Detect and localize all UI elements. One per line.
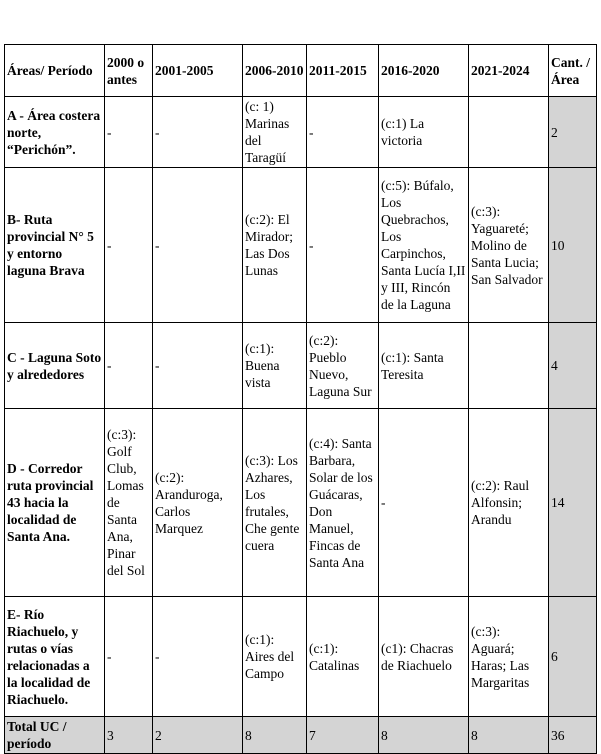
count-cell: 4 <box>549 323 597 409</box>
total-cell: 7 <box>307 717 379 754</box>
table-cell: (c:3): Los Azhares, Los frutales, Che gente cuera <box>243 409 307 597</box>
table-cell: (c:1) La victoria <box>379 97 469 168</box>
table-cell: (c:2): Aranduroga, Carlos Marquez <box>153 409 243 597</box>
table-cell: (c:4): Santa Barbara, Solar de los Guácaras, Don Manuel, Fincas de Santa Ana <box>307 409 379 597</box>
table-cell: - <box>105 597 153 717</box>
table-cell <box>469 97 549 168</box>
table-cell: - <box>379 409 469 597</box>
total-row <box>5 717 597 754</box>
table-cell: - <box>153 168 243 323</box>
header-row <box>5 45 597 97</box>
table-cell: (c:5): Búfalo, Los Quebrachos, Los Carpinchos, Santa Lucía I,II y III, Rincón de la Laguna <box>379 168 469 323</box>
total-cell: 2 <box>153 717 243 754</box>
header-cell: 2006-2010 <box>243 45 307 97</box>
total-cell: 8 <box>379 717 469 754</box>
area-cell: C - Laguna Soto y alrededores <box>5 323 105 409</box>
count-cell: 6 <box>549 597 597 717</box>
table-cell: (c:2): Raul Alfonsin; Arandu <box>469 409 549 597</box>
total-count-cell: 36 <box>549 717 597 754</box>
table-cell: - <box>105 323 153 409</box>
total-cell: 8 <box>243 717 307 754</box>
table-row <box>5 168 597 323</box>
table-row <box>5 97 597 168</box>
header-cell: 2021-2024 <box>469 45 549 97</box>
table-cell: (c1): Chacras de Riachuelo <box>379 597 469 717</box>
table-cell: - <box>105 168 153 323</box>
document-page <box>4 44 596 754</box>
total-cell: 3 <box>105 717 153 754</box>
area-cell: D - Corredor ruta provincial 43 hacia la localidad de Santa Ana. <box>5 409 105 597</box>
table-cell: - <box>307 168 379 323</box>
count-cell: 2 <box>549 97 597 168</box>
table-cell: (c: 1) Marinas del Taragüí <box>243 97 307 168</box>
table-cell: (c:3): Yaguareté; Molino de Santa Lucia; San Salvador <box>469 168 549 323</box>
summary-table <box>4 44 597 754</box>
table-cell: (c:2): El Mirador; Las Dos Lunas <box>243 168 307 323</box>
total-label: Total UC / período <box>5 717 105 754</box>
table-row <box>5 323 597 409</box>
area-cell: B- Ruta provincial N° 5 y entorno laguna Brava <box>5 168 105 323</box>
area-cell: A - Área costera norte, “Perichón”. <box>5 97 105 168</box>
table-cell: - <box>307 97 379 168</box>
total-cell: 8 <box>469 717 549 754</box>
header-cell: 2011-2015 <box>307 45 379 97</box>
count-cell: 14 <box>549 409 597 597</box>
header-cell: Cant. / Área <box>549 45 597 97</box>
table-cell: - <box>153 97 243 168</box>
area-cell: E- Río Riachuelo, y rutas o vías relacionadas a la localidad de Riachuelo. <box>5 597 105 717</box>
table-cell: (c:1): Catalinas <box>307 597 379 717</box>
table-cell: (c:2): Pueblo Nuevo, Laguna Sur <box>307 323 379 409</box>
header-cell: Áreas/ Período <box>5 45 105 97</box>
header-cell: 2000 o antes <box>105 45 153 97</box>
header-cell: 2016-2020 <box>379 45 469 97</box>
table-cell: - <box>153 323 243 409</box>
table-cell: (c:1): Buena vista <box>243 323 307 409</box>
table-row <box>5 409 597 597</box>
table-cell: (c:3): Aguará; Haras; Las Margaritas <box>469 597 549 717</box>
table-cell: - <box>105 97 153 168</box>
header-cell: 2001-2005 <box>153 45 243 97</box>
table-cell: - <box>153 597 243 717</box>
table-cell: (c:1): Aires del Campo <box>243 597 307 717</box>
table-cell: (c:3): Golf Club, Lomas de Santa Ana, Pinar del Sol <box>105 409 153 597</box>
count-cell: 10 <box>549 168 597 323</box>
table-row <box>5 597 597 717</box>
table-cell: (c:1): Santa Teresita <box>379 323 469 409</box>
table-cell <box>469 323 549 409</box>
